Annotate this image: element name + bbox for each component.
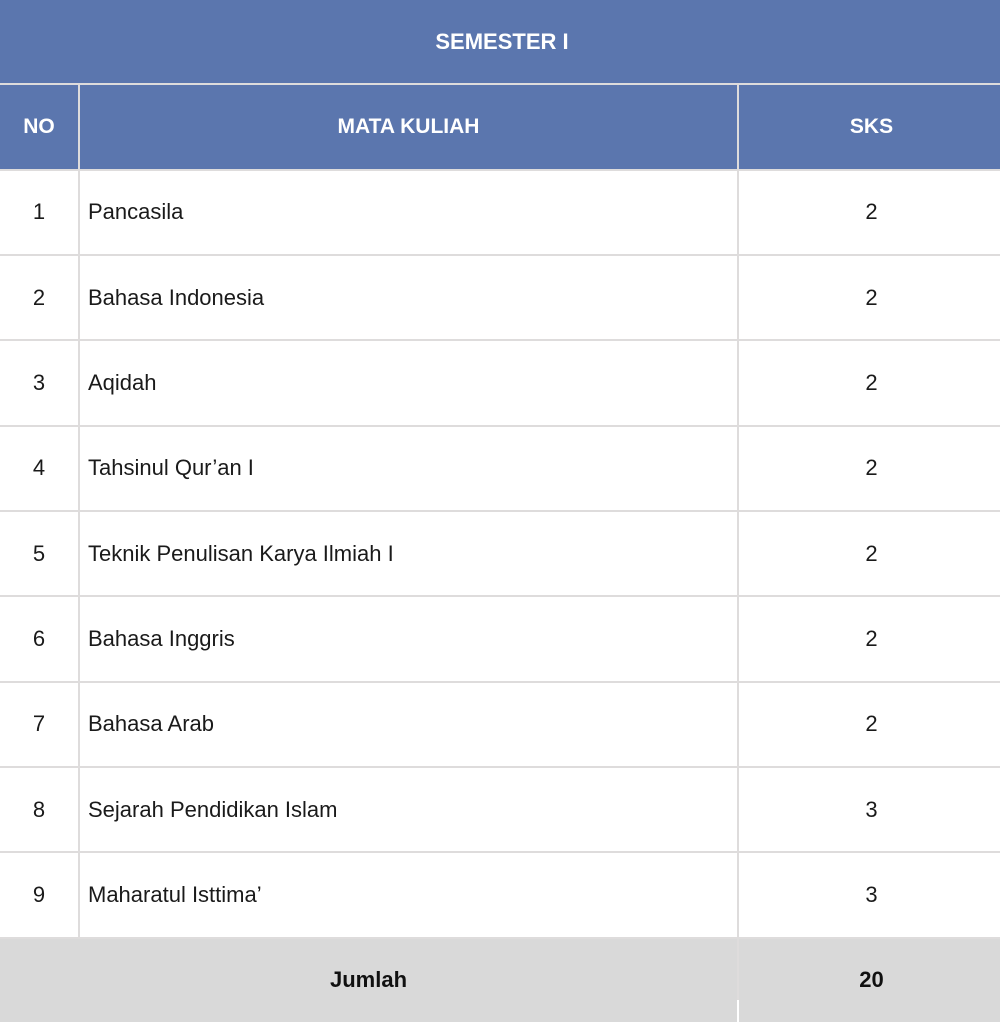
row-no: 5 [0,512,78,595]
row-course: Bahasa Indonesia [80,256,737,339]
row-course: Aqidah [80,341,737,424]
row-course: Pancasila [80,171,737,254]
row-credits: 2 [739,256,1000,339]
row-credits: 3 [739,768,1000,851]
header-credits: SKS [739,85,1000,168]
row-no: 7 [0,683,78,766]
row-credits: 2 [739,512,1000,595]
row-credits: 2 [739,341,1000,424]
footer-total: 20 [739,939,1000,1022]
row-course: Tahsinul Qur’an I [80,427,737,510]
row-credits: 2 [739,427,1000,510]
row-no: 1 [0,171,78,254]
header-no: NO [0,85,78,168]
row-credits: 3 [739,853,1000,936]
row-course: Bahasa Inggris [80,597,737,680]
row-credits: 2 [739,597,1000,680]
row-course: Teknik Penulisan Karya Ilmiah I [80,512,737,595]
row-no: 4 [0,427,78,510]
footer-label: Jumlah [0,939,737,1022]
row-credits: 2 [739,171,1000,254]
row-no: 2 [0,256,78,339]
table-title: SEMESTER I [0,0,1000,83]
row-course: Bahasa Arab [80,683,737,766]
row-course: Sejarah Pendidikan Islam [80,768,737,851]
row-course: Maharatul Isttima’ [80,853,737,936]
row-no: 3 [0,341,78,424]
row-no: 8 [0,768,78,851]
row-credits: 2 [739,683,1000,766]
row-no: 6 [0,597,78,680]
header-course: MATA KULIAH [80,85,737,168]
row-no: 9 [0,853,78,936]
